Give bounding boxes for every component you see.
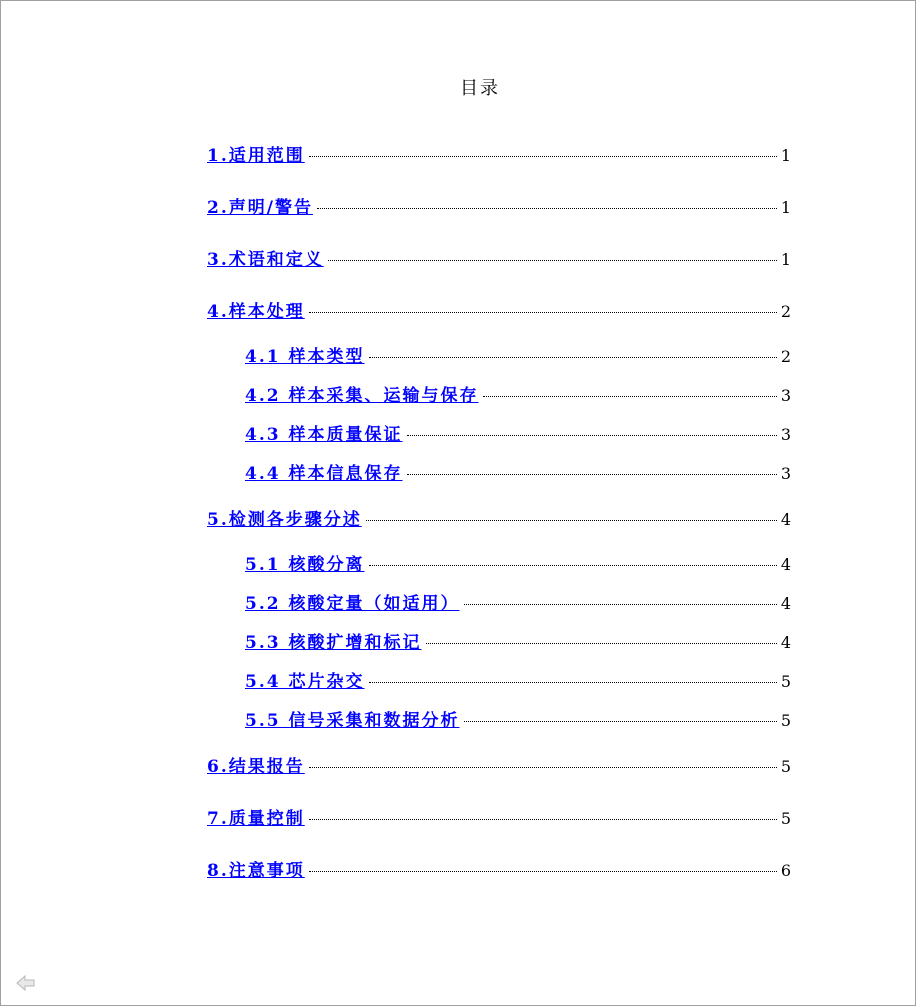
dot-leader: [369, 357, 777, 358]
dot-leader: [317, 208, 777, 209]
toc-link[interactable]: 3.术语和定义: [207, 250, 324, 270]
toc-entry: [245, 706, 791, 730]
toc-entry: [207, 141, 791, 165]
dot-leader: [369, 565, 777, 566]
toc-link[interactable]: 1.适用范围: [207, 146, 305, 166]
toc-link[interactable]: 4.3 样本质量保证: [245, 425, 403, 445]
toc-link[interactable]: 8.注意事项: [207, 861, 305, 881]
toc-page-number: 3: [780, 386, 791, 405]
dot-leader: [309, 312, 777, 313]
toc-link[interactable]: 5.3 核酸扩增和标记: [245, 633, 422, 653]
toc-entry: [245, 459, 791, 483]
toc-link[interactable]: 5.2 核酸定量（如适用）: [245, 594, 460, 614]
toc-entry: [245, 667, 791, 691]
toc-page-number: 4: [780, 510, 791, 529]
dot-leader: [407, 474, 777, 475]
toc-entry: [245, 589, 791, 613]
toc-entry: [245, 381, 791, 405]
toc-entry: [207, 856, 791, 880]
dot-leader: [309, 871, 777, 872]
dot-leader: [309, 767, 777, 768]
toc-link[interactable]: 5.检测各步骤分述: [207, 510, 362, 530]
toc-entry: [207, 505, 791, 529]
toc-page-number: 3: [780, 425, 791, 444]
toc-link[interactable]: 4.2 样本采集、运输与保存: [245, 386, 479, 406]
toc-entry: [207, 193, 791, 217]
dot-leader: [309, 156, 777, 157]
toc-entry: [207, 804, 791, 828]
toc-link[interactable]: 5.5 信号采集和数据分析: [245, 711, 460, 731]
toc-link[interactable]: 4.4 样本信息保存: [245, 464, 403, 484]
toc-link[interactable]: 7.质量控制: [207, 809, 305, 829]
dot-leader: [369, 682, 777, 683]
toc-entry: [245, 628, 791, 652]
toc-page-number: 2: [780, 347, 791, 366]
dot-leader: [407, 435, 777, 436]
toc-page-number: 5: [780, 757, 791, 776]
toc-page-number: 1: [780, 250, 791, 269]
back-arrow-icon[interactable]: [15, 973, 37, 993]
dot-leader: [366, 520, 777, 521]
toc-link[interactable]: 5.1 核酸分离: [245, 555, 365, 575]
toc-page-number: 5: [780, 809, 791, 828]
toc-page-number: 1: [780, 146, 791, 165]
toc-link[interactable]: 4.1 样本类型: [245, 347, 365, 367]
toc-link[interactable]: 6.结果报告: [207, 757, 305, 777]
dot-leader: [464, 721, 777, 722]
toc-entry: [207, 752, 791, 776]
toc-page-number: 4: [780, 555, 791, 574]
table-of-contents: [1, 1, 915, 1005]
toc-page-number: 1: [780, 198, 791, 217]
toc-page-number: 4: [780, 594, 791, 613]
toc-link[interactable]: 5.4 芯片杂交: [245, 672, 365, 692]
dot-leader: [483, 396, 777, 397]
dot-leader: [464, 604, 777, 605]
dot-leader: [426, 643, 777, 644]
toc-page-number: 2: [780, 302, 791, 321]
toc-page-number: 3: [780, 464, 791, 483]
toc-page-number: 5: [780, 672, 791, 691]
toc-link[interactable]: 4.样本处理: [207, 302, 305, 322]
toc-entry: [245, 420, 791, 444]
toc-entry: [207, 245, 791, 269]
dot-leader: [328, 260, 777, 261]
toc-entry: [245, 342, 791, 366]
toc-entry: [245, 550, 791, 574]
toc-page-number: 5: [780, 711, 791, 730]
toc-page-number: 4: [780, 633, 791, 652]
toc-page-number: 6: [780, 861, 791, 880]
dot-leader: [309, 819, 777, 820]
toc-entry: [207, 297, 791, 321]
page-title: 目录: [460, 78, 500, 99]
toc-link[interactable]: 2.声明/警告: [207, 198, 313, 218]
